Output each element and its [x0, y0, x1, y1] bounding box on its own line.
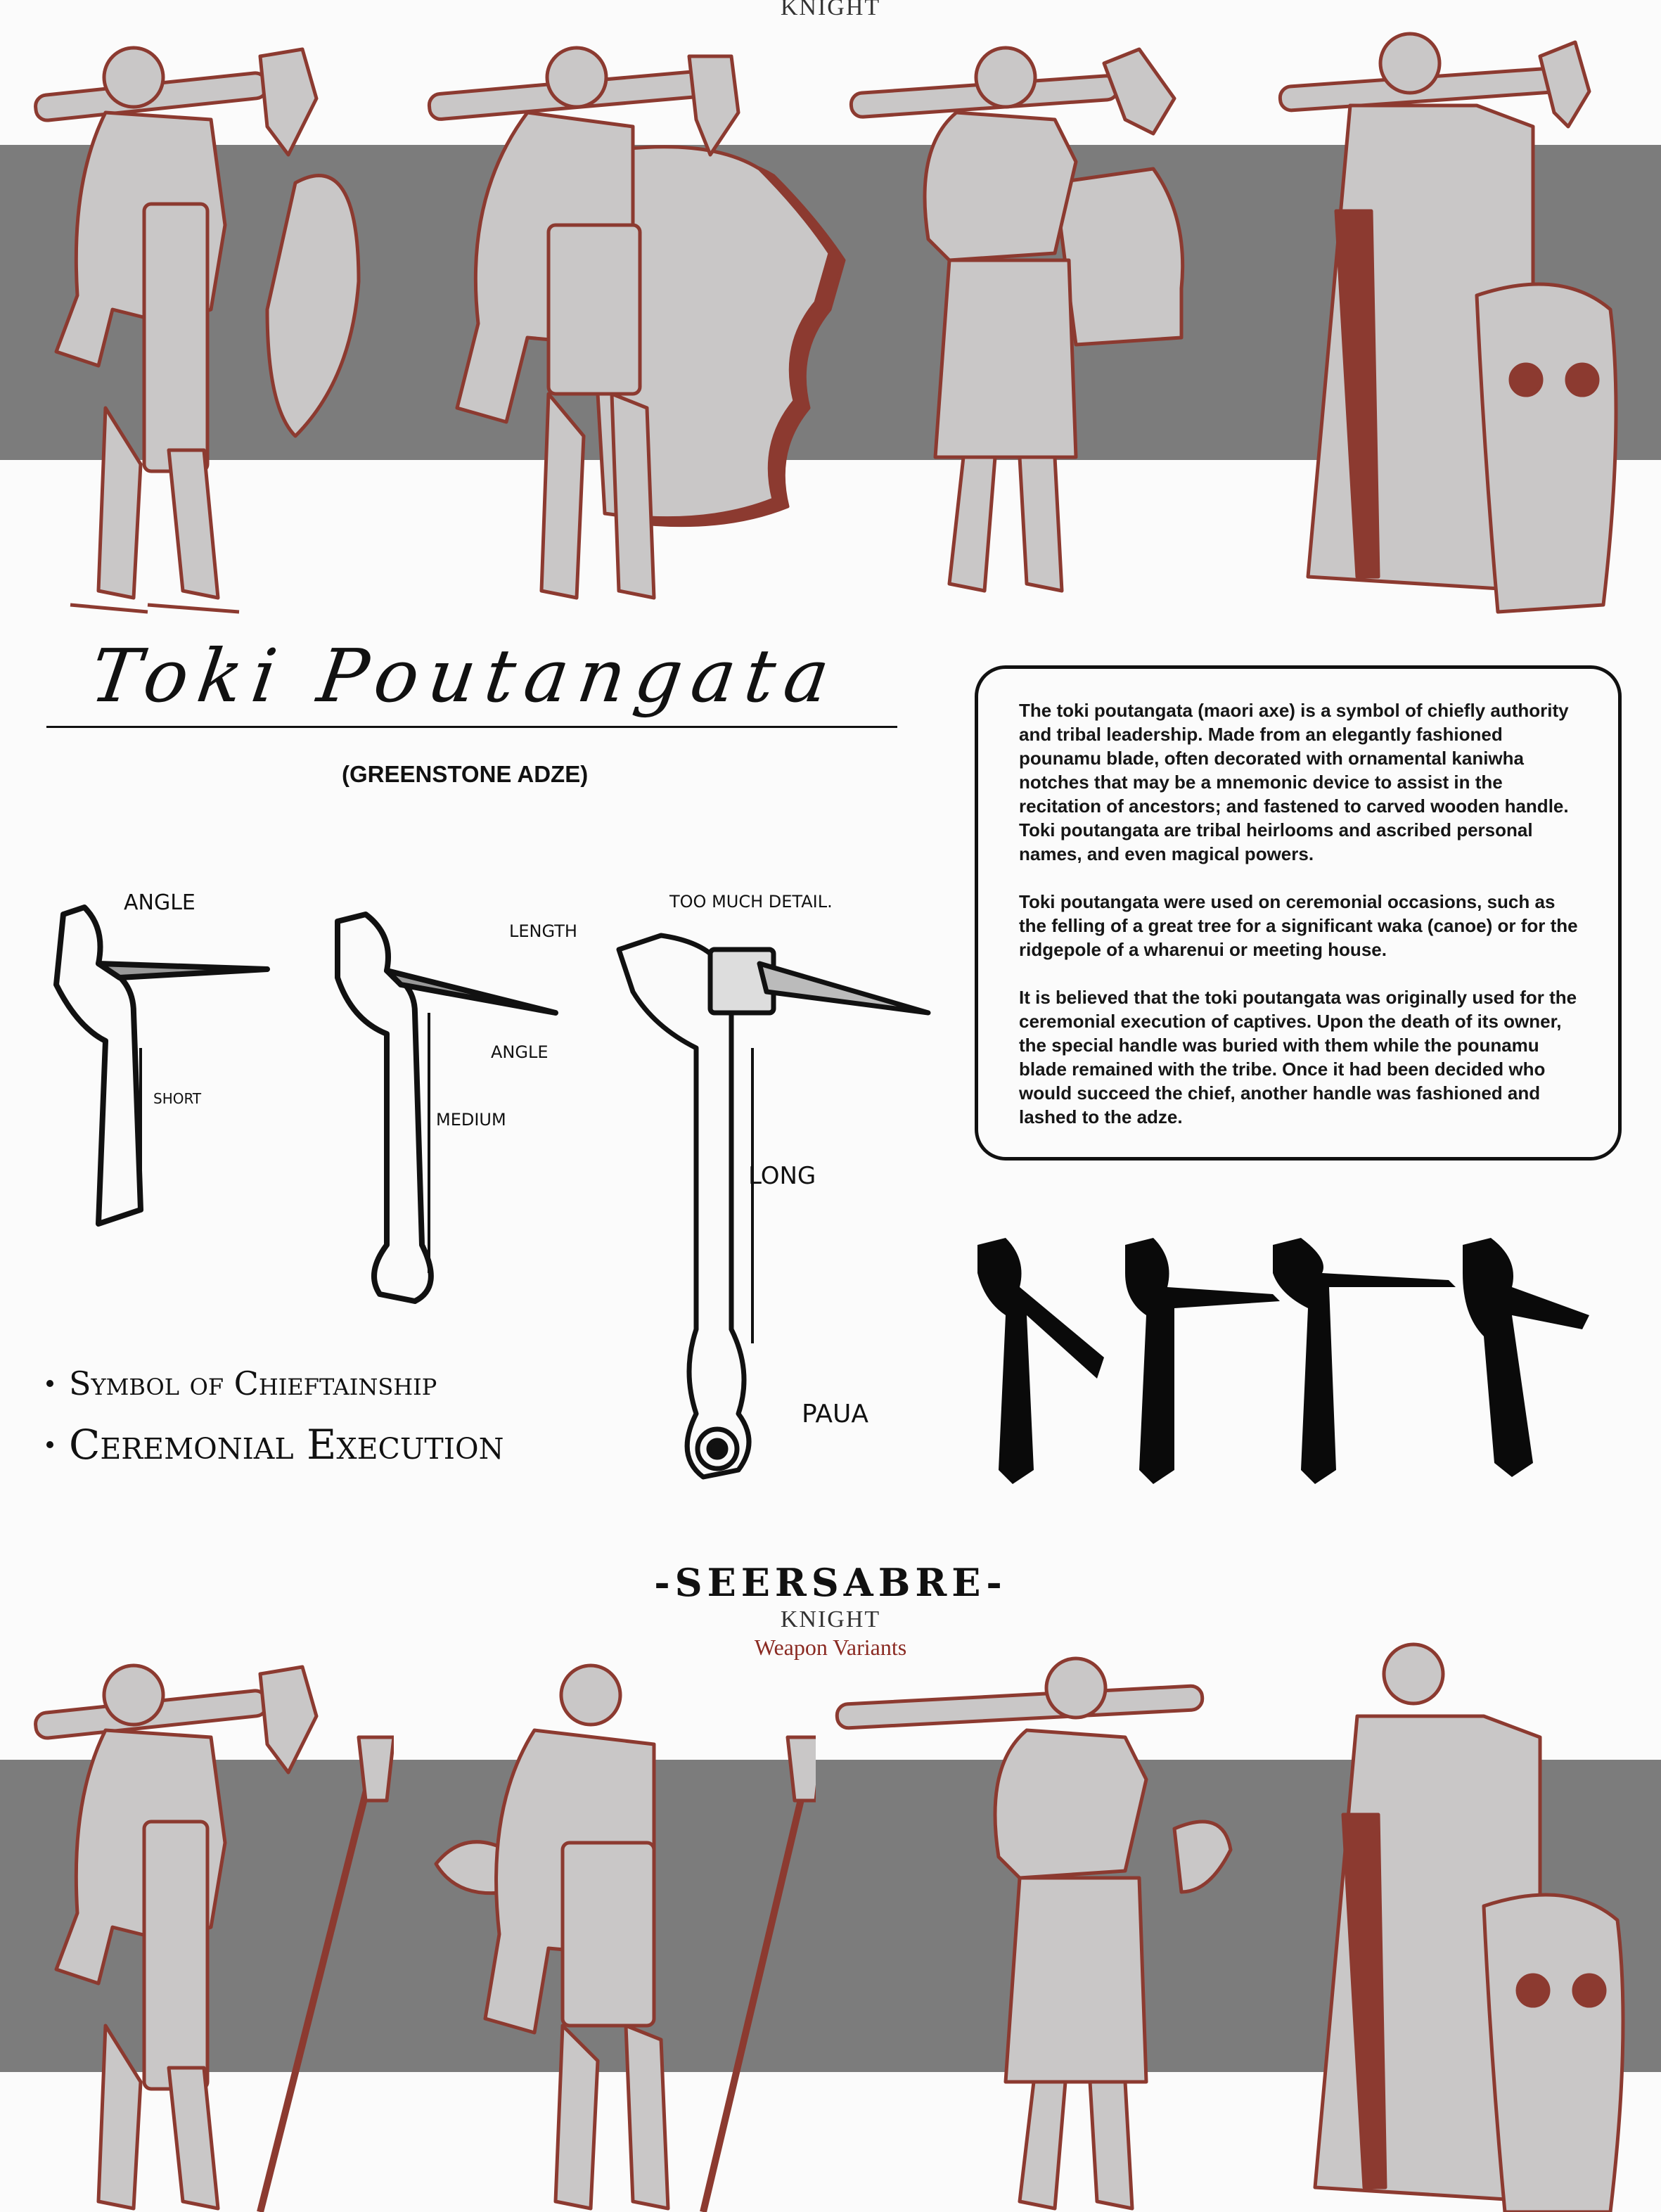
info-paragraph-3: It is believed that the toki poutangata was originally used for the ceremonial execution of captives. Upon the death of its owner, the special handle was buried with them while the pounamu blade remained with the tribe. Once it had been decided who would succeed the chief, another handle was fashioned and lashed to the adze. — [1019, 987, 1577, 1127]
top-knight-label: KNIGHT — [780, 0, 881, 20]
bullet-dot — [46, 1441, 53, 1448]
bullet-list — [46, 1364, 504, 1469]
bullet-item — [46, 1364, 504, 1402]
knight-figure-4 — [1266, 0, 1646, 633]
info-box — [975, 665, 1622, 1161]
label-length: LENGTH — [509, 921, 577, 941]
label-too-much-detail: TOO MUCH DETAIL. — [669, 892, 833, 912]
knight-variant-figure-3 — [830, 1597, 1252, 2212]
adze-sketch-long — [605, 907, 942, 1491]
label-angle-1: ANGLE — [124, 890, 195, 915]
info-paragraph-2: Toki poutangata were used on ceremonial occasions, such as the felling of a great tree for a significant waka (canoe) or for the ridgepole of a wharenui or meeting house. — [1019, 891, 1578, 960]
label-angle-2: ANGLE — [491, 1042, 549, 1062]
knight-variant-figure-4 — [1273, 1583, 1653, 2212]
knight-variant-figure-2 — [422, 1597, 816, 2212]
label-short: SHORT — [153, 1090, 202, 1107]
knight-figure-2 — [408, 14, 886, 633]
bullet-text-1: Symbol of Chieftainship — [69, 1364, 437, 1402]
info-paragraph-1: The toki poutangata (maori axe) is a symbol of chiefly authority and tribal leadership. Made from an elegantly fashioned pounamu blade, often decorated with ornamental kaniwha notches that may be a mnemonic device to assist in the recitation of ancestors; and fastened to carved wooden handle. Toki poutangata are tribal heirlooms and ascribed personal names, and even magical powers. — [1019, 700, 1569, 864]
footer-knight-label: KNIGHT — [780, 1606, 881, 1632]
brand-logo: -SEERSABRE- — [654, 1560, 1007, 1605]
title-underline — [46, 726, 897, 728]
knight-variant-figure-1 — [28, 1597, 394, 2212]
adze-sketch-short — [35, 886, 302, 1238]
bullet-dot — [46, 1380, 53, 1387]
weapon-variants-label: Weapon Variants — [754, 1635, 907, 1660]
bullet-item — [46, 1421, 504, 1469]
knight-figure-1 — [28, 14, 394, 633]
label-long: LONG — [748, 1162, 816, 1190]
subtitle: (GREENSTONE ADZE) — [342, 761, 589, 787]
bullet-text-2: Ceremonial Execution — [69, 1421, 504, 1469]
knight-figure-3 — [844, 7, 1238, 633]
adze-sketch-medium — [323, 893, 577, 1315]
label-paua: PAUA — [802, 1400, 869, 1428]
label-medium: MEDIUM — [436, 1110, 506, 1130]
adze-silhouettes — [970, 1231, 1646, 1498]
page-title: Toki Poutangata — [85, 633, 845, 719]
